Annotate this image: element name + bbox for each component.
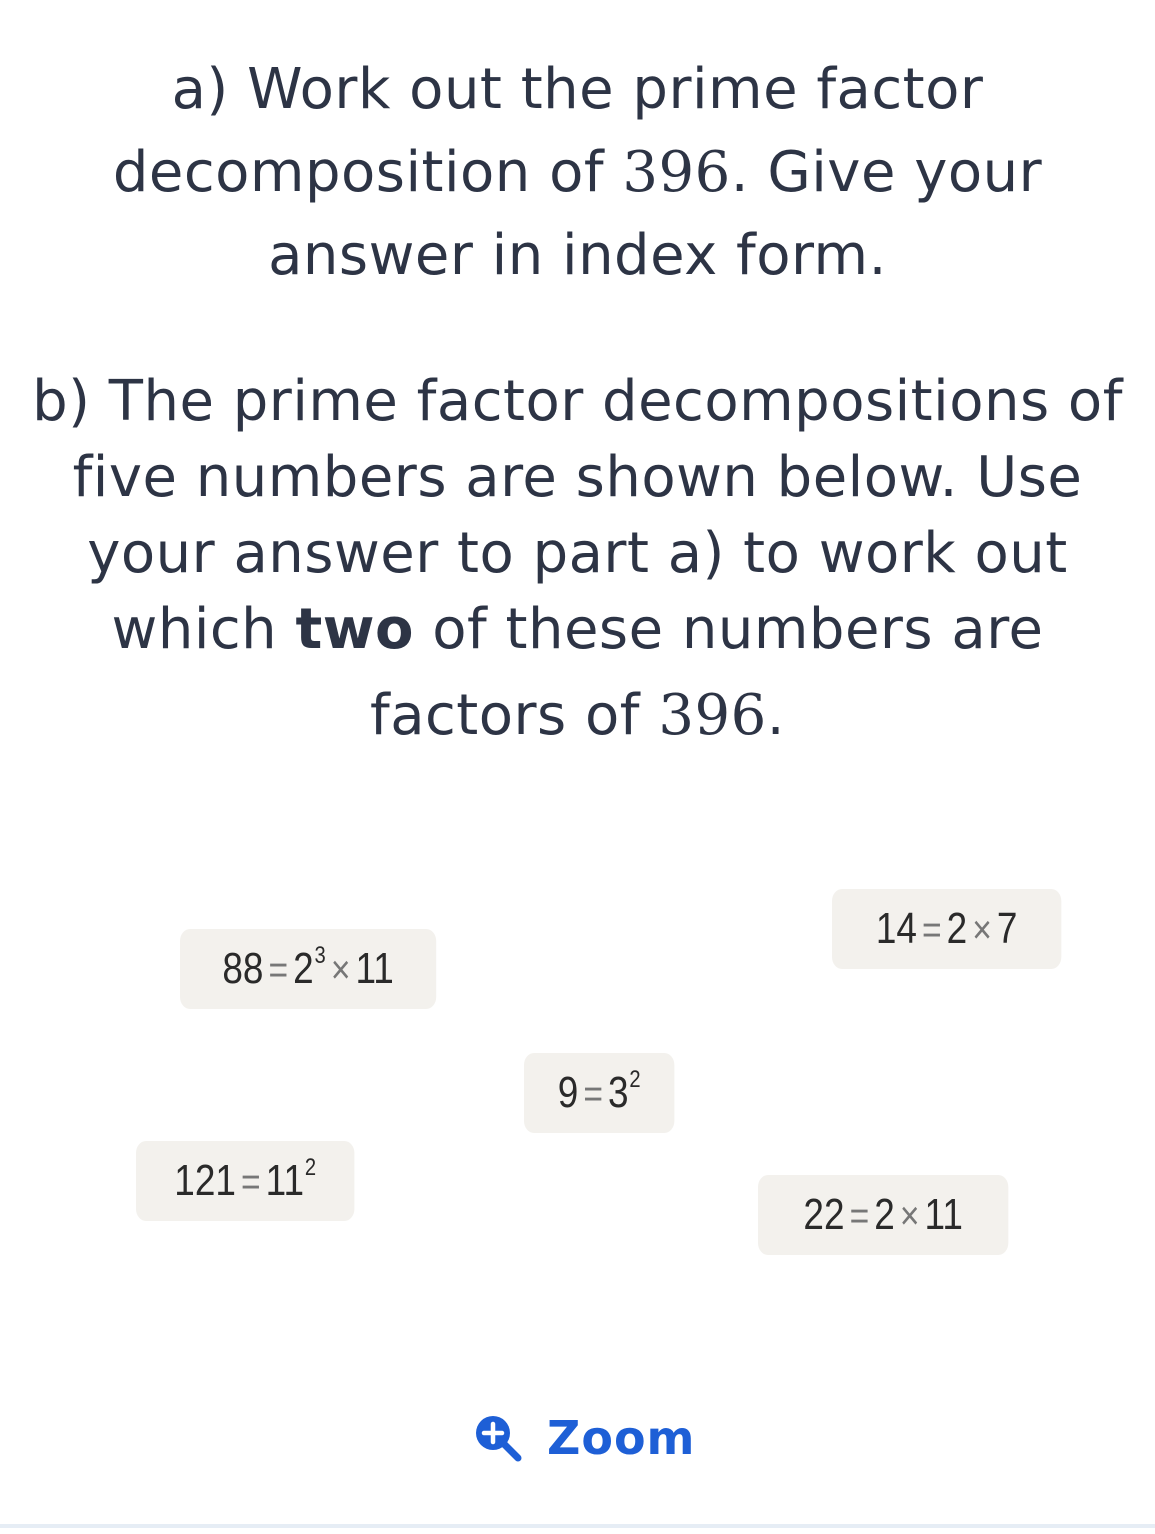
part-b-line-5-start: factors of <box>369 683 659 748</box>
card-14-number: 14 <box>875 904 917 953</box>
question-part-a <box>0 48 1155 297</box>
part-a-line-2-start: decomposition of <box>112 140 623 205</box>
factor-card-88 <box>180 929 436 1009</box>
part-b-line-4 <box>0 592 1155 668</box>
zoom-label: Zoom <box>547 1411 696 1465</box>
card-9-number: 9 <box>557 1068 579 1117</box>
factor-card-14 <box>832 889 1061 969</box>
factor-card-22 <box>758 1175 1008 1255</box>
equals-sign: = <box>241 1160 261 1204</box>
card-22-factor-b: 11 <box>924 1190 963 1239</box>
card-9-exponent: 2 <box>629 1066 641 1093</box>
times-sign: × <box>899 1194 920 1238</box>
bottom-divider <box>0 1524 1155 1528</box>
part-a-line-2 <box>0 131 1155 214</box>
part-b-line-5 <box>0 678 1155 754</box>
part-b-number: 396 <box>658 683 767 748</box>
card-88-factor: 11 <box>355 944 394 993</box>
card-88-number: 88 <box>222 944 264 993</box>
equals-sign: = <box>849 1194 870 1238</box>
equals-sign: = <box>921 908 942 952</box>
factor-card-121 <box>136 1141 354 1221</box>
zoom-button[interactable] <box>473 1410 696 1466</box>
times-sign: × <box>972 908 992 952</box>
part-b-line-4-start: which <box>111 597 296 662</box>
part-b-emphasis: two <box>295 597 414 662</box>
card-22-factor-a: 2 <box>874 1190 895 1239</box>
part-b-line-2: five numbers are shown below. Use <box>72 445 1083 510</box>
card-88-exponent: 3 <box>314 942 326 969</box>
card-88-base: 2 <box>293 944 314 993</box>
equals-sign: = <box>268 948 289 992</box>
card-14-factor-a: 2 <box>946 904 968 953</box>
card-121-number: 121 <box>174 1156 236 1205</box>
zoom-in-icon <box>473 1413 523 1463</box>
part-b-line-3: your answer to part a) to work out <box>87 521 1068 586</box>
part-a-line-2-end: . Give your <box>730 140 1043 205</box>
part-a-number: 396 <box>622 140 731 205</box>
part-a-line-1: a) Work out the prime factor <box>171 57 984 122</box>
card-121-exponent: 2 <box>304 1154 317 1181</box>
card-22-number: 22 <box>803 1190 845 1239</box>
part-b-line-4-end: of these numbers are <box>413 597 1044 662</box>
card-121-base: 11 <box>265 1156 305 1205</box>
part-b-line-5-end: . <box>766 683 786 748</box>
times-sign: × <box>330 948 351 992</box>
equals-sign: = <box>583 1072 603 1116</box>
factor-card-9 <box>524 1053 674 1133</box>
card-9-base: 3 <box>608 1068 629 1117</box>
part-a-line-3: answer in index form. <box>268 223 887 288</box>
card-14-factor-b: 7 <box>996 904 1018 953</box>
question-part-b <box>0 364 1155 754</box>
part-b-line-1: b) The prime factor decompositions of <box>32 369 1123 434</box>
